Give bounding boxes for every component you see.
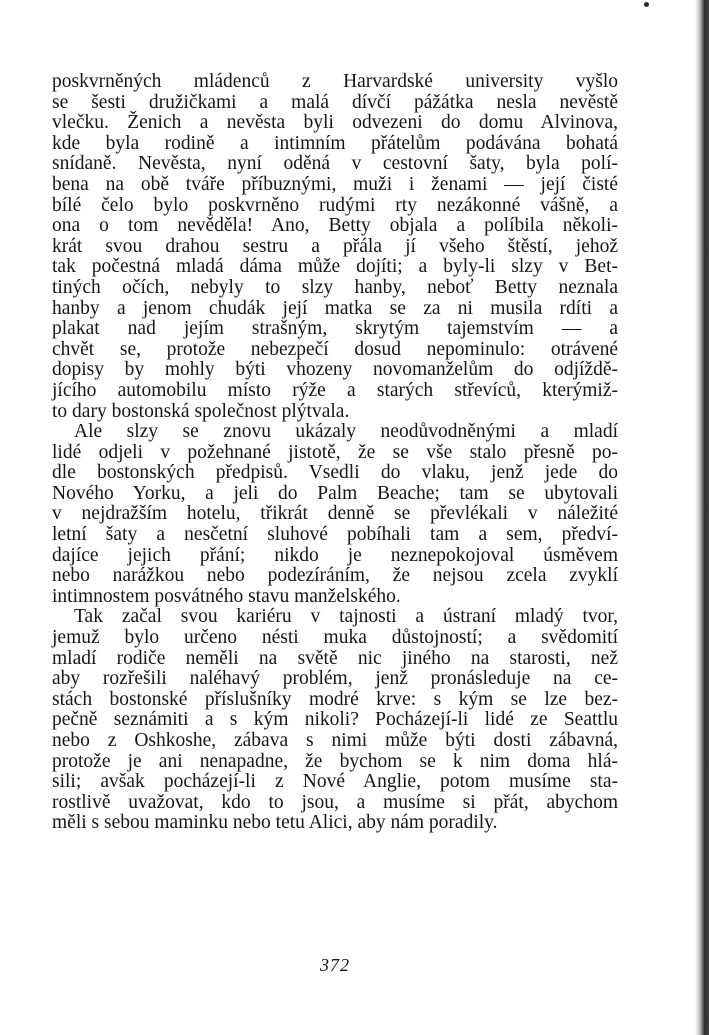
text-line: dajíce jejich přání; nikdo je neznepokojoval úsměvem [52, 544, 618, 566]
text-line: nebo z Oshkoshe, zábava s nimi může býti dosti zábavná, [52, 730, 618, 751]
text-line: stách bostonské příslušníky modré krve: s kým se lze bez- [52, 688, 618, 710]
text-line: ona o tom nevěděla! Ano, Betty objala a políbila několi- [52, 215, 618, 237]
text-line: se šesti družičkami a malá dívčí pážátka nesla nevěstě [52, 91, 618, 113]
text-line: protože je ani nenapadne, že bychom se k nim doma hlá- [52, 750, 618, 772]
text-line: krát svou drahou sestru a přála jí všeho štěstí, jehož [52, 235, 618, 257]
paragraph-3 [52, 607, 618, 834]
text-line: letní šaty a nesčetní sluhové pobíhali tam a sem, předví- [52, 524, 618, 546]
text-line: bena na obě tváře příbuznými, muži i ženami — její čisté [52, 173, 618, 195]
text-line: jemuž bylo určeno nésti muka důstojností; a svědomití [52, 627, 618, 649]
text-line: plakat nad jejím strašným, skrytým tajemstvím — a [52, 318, 618, 340]
text-line: to dary bostonská společnost plýtvala. [52, 400, 350, 422]
text-line: tiných očích, nebyly to slzy hanby, neboť Betty neznala [52, 276, 618, 298]
text-line: kde byla rodině a intimním přátelům podávána bohatá [52, 132, 618, 154]
text-line: Tak začal svou kariéru v tajnosti a ústraní mladý tvor, [74, 606, 618, 628]
text-line: vlečku. Ženich a nevěsta byli odvezeni do domu Alvinova, [52, 112, 618, 134]
text-line: mladí rodiče neměli na světě nic jiného na starosti, než [52, 647, 618, 669]
text-line: snídaně. Nevěsta, nyní oděná v cestovní šaty, byla polí- [52, 153, 618, 175]
body-text [52, 72, 618, 834]
text-line: chvět se, protože nebezpečí dosud nepominulo: otrávené [52, 338, 618, 360]
text-line: v nejdražším hotelu, třikrát denně se převlékali v náležité [52, 503, 618, 525]
text-line: aby rozřešili naléhavý problém, jenž pronásleduje na ce- [52, 668, 618, 690]
text-line: bílé čelo bylo poskvrněno rudými rty nezákonné vášně, a [52, 194, 618, 216]
text-line: hanby a jenom chudák její matka se za ni musila rdíti a [52, 297, 618, 319]
ink-speck [644, 2, 649, 7]
text-line: sili; avšak pocházejí-li z Nové Anglie, potom musíme sta- [52, 771, 618, 793]
paragraph-2 [52, 422, 618, 607]
text-line: jícího automobilu místo rýže a starých střevíců, kterýmiž- [52, 379, 618, 401]
text-line: pečně seznámiti a s kým nikoli? Pocházejí-li lidé ze Seattlu [52, 709, 618, 731]
text-line: tak počestná mladá dáma může dojíti; a byly-li slzy v Bet- [52, 256, 618, 278]
text-line: nebo narážkou nebo podezíráním, že nejsou zcela zvyklí [52, 565, 618, 587]
text-line: měli s sebou maminku nebo tetu Alici, aby nám poradily. [52, 812, 498, 834]
text-line: lidé odjeli v požehnané jistotě, že se vše stalo přesně po- [52, 441, 618, 463]
text-line: dle bostonských předpisů. Vsedli do vlaku, jenž jede do [52, 462, 618, 484]
text-line: Ale slzy se znovu ukázaly neodůvodněnými a mladí [74, 421, 618, 443]
page-number: 372 [320, 955, 350, 975]
text-line: intimnostem posvátného stavu manželského. [52, 585, 401, 607]
text-line: rostlivě uvažovat, kdo to jsou, a musíme si přát, abychom [52, 791, 618, 813]
text-line: Nového Yorku, a jeli do Palm Beache; tam se ubytovali [52, 482, 618, 504]
text-line: dopisy by mohly býti vhozeny novomanželům do odjíždě- [52, 359, 618, 381]
text-line: poskvrněných mládenců z Harvardské university vyšlo [52, 71, 618, 92]
page-spine-shadow [695, 0, 709, 1035]
paragraph-1 [52, 72, 618, 422]
